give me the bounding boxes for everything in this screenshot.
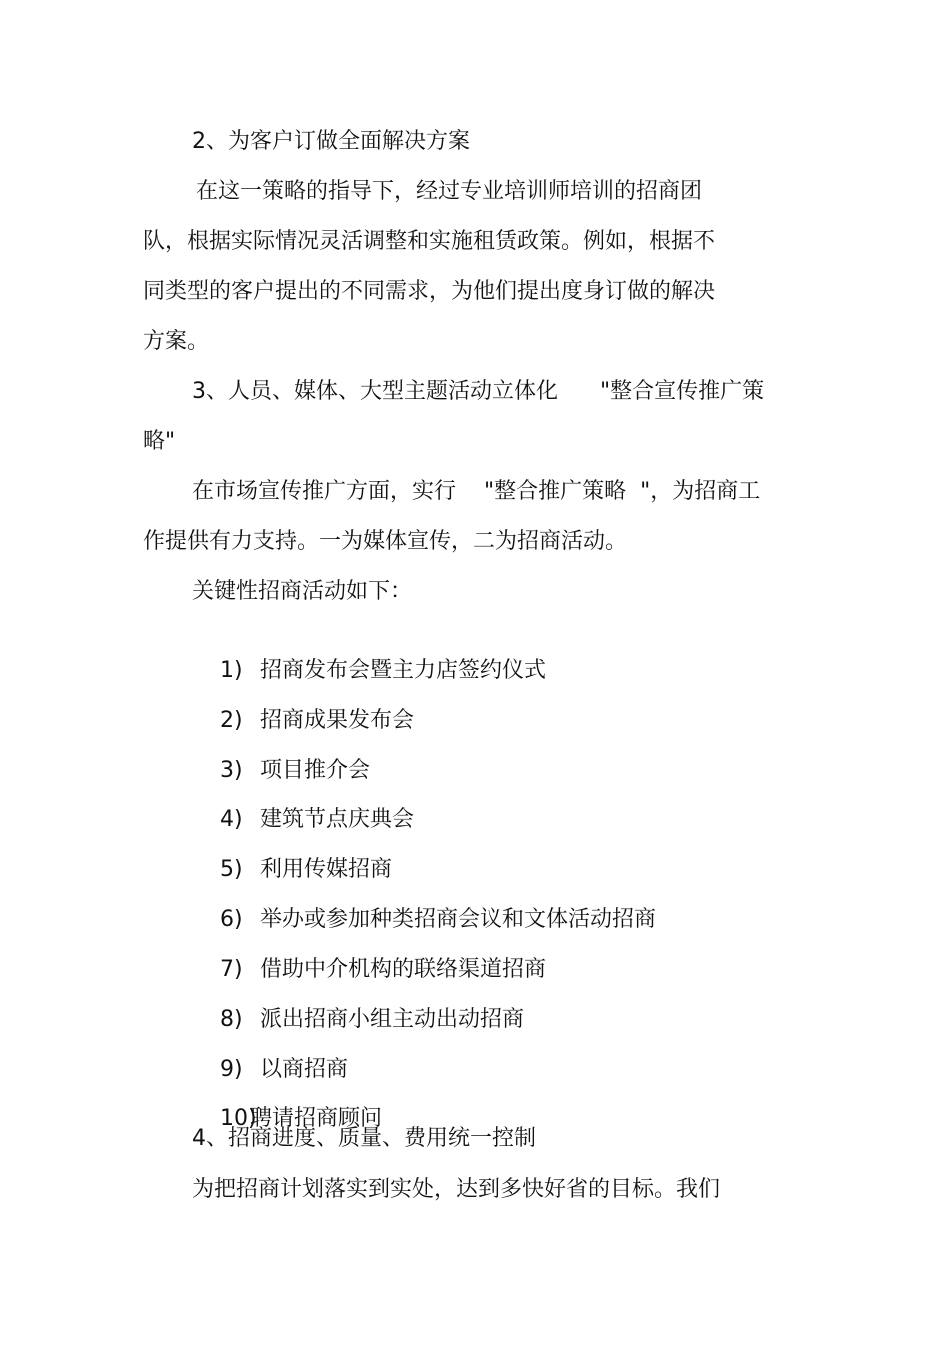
paragraph-line: 作提供有力支持。一为媒体宣传，二为招商活动。 (143, 529, 628, 554)
list-item-number: 4) (219, 807, 243, 832)
list-item-text: 建筑节点庆典会 (259, 807, 414, 832)
list-item-number: 10) (219, 1106, 257, 1131)
section-heading-2: 2、为客户订做全面解决方案 (192, 129, 470, 154)
list-item-number: 6) (219, 907, 243, 932)
list-item-text: 招商成果发布会 (259, 708, 414, 733)
list-item-text: 利用传媒招商 (259, 857, 392, 882)
list-item-number: 1) (219, 658, 243, 683)
list-item-text: 派出招商小组主动出动招商 (259, 1007, 524, 1032)
section-heading-3: 3、人员、媒体、大型主题活动立体化 "整合宣传推广策 (192, 379, 765, 404)
list-item-text: 举办或参加种类招商会议和文体活动招商 (259, 907, 656, 932)
list-item-number: 9) (219, 1057, 243, 1082)
paragraph-line: 在市场宣传推广方面，实行 "整合推广策略 "，为招商工 (192, 479, 761, 504)
list-item-number: 8) (219, 1007, 243, 1032)
list-item-text: 以商招商 (259, 1057, 348, 1082)
list-item-number: 3) (219, 758, 243, 783)
section-heading-3-continued: 略" (143, 429, 176, 454)
paragraph-line: 方案。 (143, 329, 210, 354)
paragraph-line: 为把招商计划落实到实处，达到多快好省的目标。我们 (192, 1177, 721, 1202)
list-item-number: 2) (219, 708, 243, 733)
list-item-text: 借助中介机构的联络渠道招商 (259, 957, 546, 982)
list-item-text: 聘请招商顾问 (249, 1106, 382, 1131)
list-item-number: 5) (219, 857, 243, 882)
list-item-text: 招商发布会暨主力店签约仪式 (259, 658, 546, 683)
paragraph-line: 在这一策略的指导下，经过专业培训师培训的招商团 (196, 179, 703, 204)
list-item-number: 7) (219, 957, 243, 982)
paragraph-line: 队，根据实际情况灵活调整和实施租赁政策。例如，根据不 (143, 229, 716, 254)
activities-intro: 关键性招商活动如下： (192, 579, 413, 604)
section-heading-4: 4、招商进度、质量、费用统一控制 (192, 1126, 536, 1151)
paragraph-line: 同类型的客户提出的不同需求，为他们提出度身订做的解决 (143, 279, 716, 304)
list-item-text: 项目推介会 (259, 758, 370, 783)
